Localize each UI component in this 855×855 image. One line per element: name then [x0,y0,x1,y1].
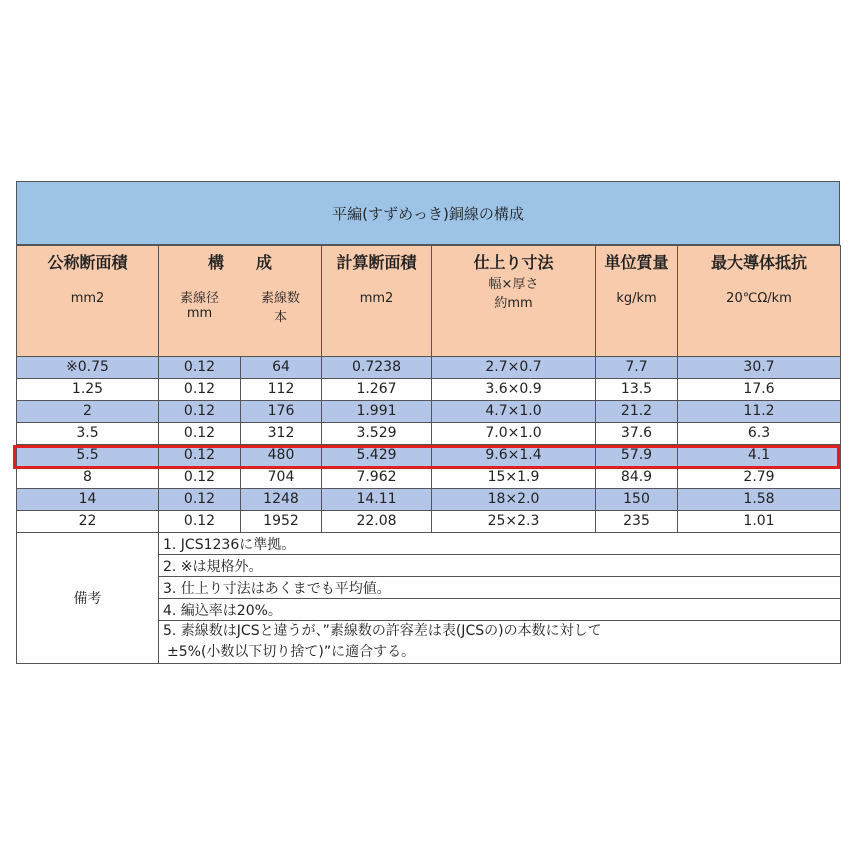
note-item: 4. 編込率は20%。 [159,599,841,621]
table-cell: 3.529 [322,423,432,445]
table-cell: 0.12 [159,489,241,511]
notes-label: 備考 [17,533,159,664]
header-finish-dimensions: 仕上り寸法 幅×厚さ 約mm [432,246,596,357]
table-cell: 2.7×0.7 [432,357,596,379]
header-row [17,246,841,357]
table-cell: 14 [17,489,159,511]
spec-table-container [16,181,840,664]
table-cell: 3.5 [17,423,159,445]
table-cell: 176 [241,401,322,423]
table-cell: 0.12 [159,423,241,445]
table-cell: 3.6×0.9 [432,379,596,401]
table-cell: 1952 [241,511,322,533]
table-cell: 64 [241,357,322,379]
table-cell: 17.6 [678,379,841,401]
notes-row [17,533,841,555]
table-cell: 9.6×1.4 [432,445,596,467]
table-cell: 480 [241,445,322,467]
table-row [17,489,841,511]
table-cell: 7.7 [596,357,678,379]
table-cell: 4.7×1.0 [432,401,596,423]
table-row [17,467,841,489]
header-composition: 構 成 素線径 mm 素線数 本 [159,246,322,357]
table-cell: 0.7238 [322,357,432,379]
table-cell: 11.2 [678,401,841,423]
table-cell: 18×2.0 [432,489,596,511]
table-cell: 0.12 [159,401,241,423]
table-cell: 2 [17,401,159,423]
table-cell: 1.267 [322,379,432,401]
table-cell: 57.9 [596,445,678,467]
table-cell: 8 [17,467,159,489]
note-item: 3. 仕上り寸法はあくまでも平均値。 [159,577,841,599]
table-row [17,511,841,533]
table-cell: 2.79 [678,467,841,489]
table-cell: 112 [241,379,322,401]
table-cell: 13.5 [596,379,678,401]
table-cell: 37.6 [596,423,678,445]
table-cell: 235 [596,511,678,533]
header-max-resistance: 最大導体抵抗 20℃Ω/km [678,246,841,357]
table-cell: 1.991 [322,401,432,423]
table-cell: 5.429 [322,445,432,467]
table-cell: 1.58 [678,489,841,511]
table-cell: 5.5 [17,445,159,467]
table-row [17,423,841,445]
table-cell: 22 [17,511,159,533]
table-cell: 1.25 [17,379,159,401]
table-cell: 1248 [241,489,322,511]
table-cell: 312 [241,423,322,445]
table-cell: 4.1 [678,445,841,467]
table-cell: 1.01 [678,511,841,533]
header-unit-mass: 単位質量 kg/km [596,246,678,357]
table-cell: 84.9 [596,467,678,489]
spec-table [16,245,841,664]
table-cell: 7.0×1.0 [432,423,596,445]
table-row [17,357,841,379]
table-cell: ※0.75 [17,357,159,379]
table-cell: 0.12 [159,379,241,401]
table-cell: 6.3 [678,423,841,445]
table-cell: 15×1.9 [432,467,596,489]
table-cell: 25×2.3 [432,511,596,533]
table-cell: 30.7 [678,357,841,379]
header-nominal-area: 公称断面積 mm2 [17,246,159,357]
note-item: 2. ※は規格外。 [159,555,841,577]
table-cell: 0.12 [159,511,241,533]
table-row [17,445,841,467]
table-cell: 150 [596,489,678,511]
table-cell: 22.08 [322,511,432,533]
table-cell: 21.2 [596,401,678,423]
table-cell: 0.12 [159,467,241,489]
table-cell: 0.12 [159,445,241,467]
header-calc-area: 計算断面積 mm2 [322,246,432,357]
note-item: 5. 素線数はJCSと違うが、”素線数の許容差は表(JCSの)の本数に対して ±5%(小数以下切り捨て)”に適合する。 [159,621,841,664]
table-title: 平編(すずめっき)銅線の構成 [16,181,840,245]
table-cell: 7.962 [322,467,432,489]
table-row [17,379,841,401]
table-cell: 14.11 [322,489,432,511]
table-cell: 0.12 [159,357,241,379]
note-item: 1. JCS1236に準拠。 [159,533,841,555]
table-row [17,401,841,423]
table-cell: 704 [241,467,322,489]
